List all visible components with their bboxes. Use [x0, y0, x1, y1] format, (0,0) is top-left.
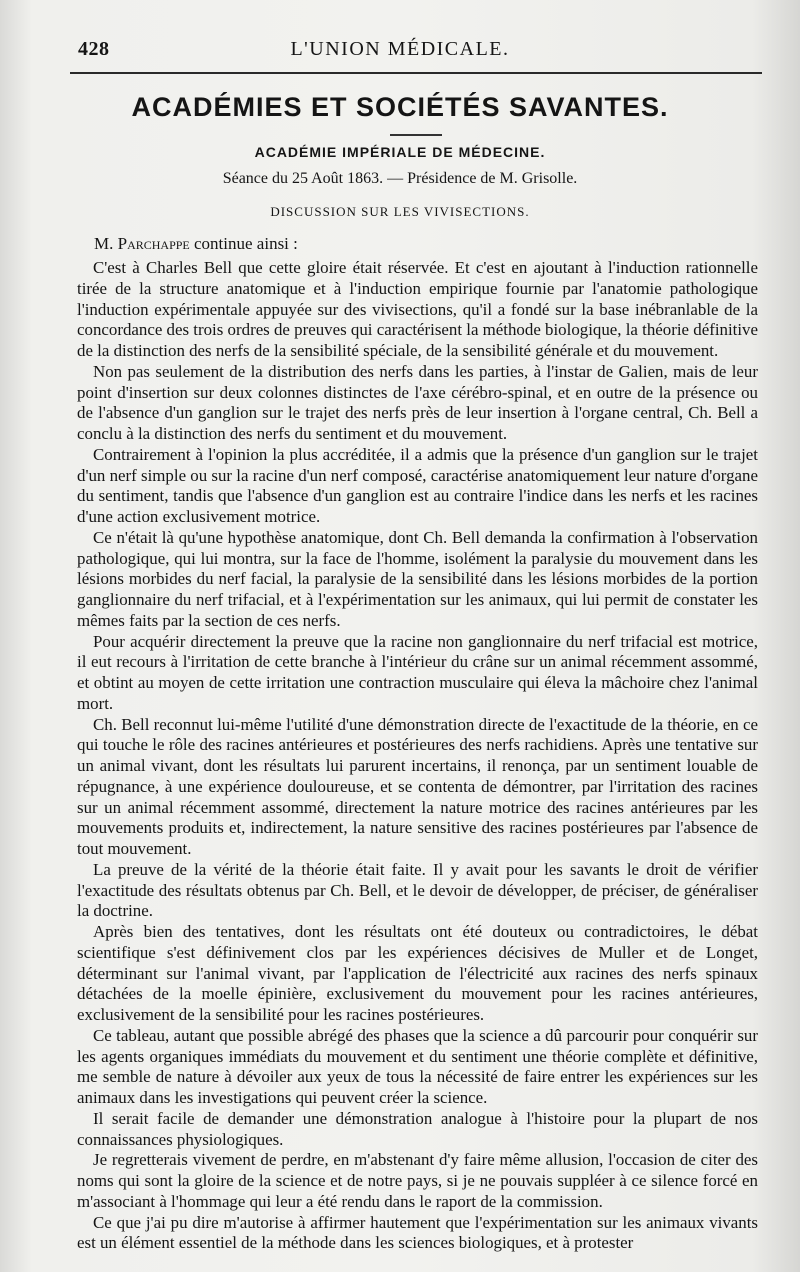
session-line: Séance du 25 Août 1863. — Présidence de M. Grisolle.: [222, 170, 578, 187]
speaker-prefix: M.: [94, 234, 114, 253]
page-number: 428: [78, 38, 110, 60]
journal-title: L'UNION MÉDICALE.: [290, 38, 510, 60]
paragraph: Contrairement à l'opinion la plus accréditée, il a admis que la présence d'un ganglion sur le trajet d'un nerf simple ou sur la racine d'un nerf composé, caractérise anatomiquement leur nature d'organe du sentiment, tandis que l'absence d'un ganglion est au contraire l'indice dans les nerfs et les racines d'une action exclusivement motrice.: [77, 444, 758, 526]
discussion-heading: DISCUSSION SUR LES VIVISECTIONS.: [270, 204, 530, 219]
paragraph: Non pas seulement de la distribution des nerfs dans les parties, à l'instar de Galien, mais de leur point d'insertion sur deux colonnes distinctes de l'axe cérébro-spinal, et en outre de la présence ou de l'absence d'un ganglion sur le trajet des nerfs près de leur insertion à l'organe central, Ch. Bell a conclu à la distinction des nerfs du sentiment et du mouvement.: [77, 361, 758, 443]
paragraph: Ce n'était là qu'une hypothèse anatomique, dont Ch. Bell demanda la confirmation à l'observation pathologique, qui lui montra, sur la face de l'homme, isolément la paralysie du mouvement dans les lésions morbides du nerf facial, la paralysie de la sensibilité dans les lésions morbides de la portion ganglionnaire du nerf trifacial, et à l'expérimentation sur les animaux, qui lui permit de constater les mêmes faits par la section de ces nerfs.: [77, 527, 758, 630]
speaker-name: Parchappe: [117, 234, 190, 253]
title-divider: [390, 134, 442, 136]
header-rule: [70, 72, 762, 74]
paragraph: Je regretterais vivement de perdre, en m'abstenant d'y faire même allusion, l'occasion de citer des noms qui sont la gloire de la science et de notre pays, si je ne pouvais suppléer à ce silence forcé en m'associant à l'hommage qui leur a été rendu dans le raport de la commission.: [77, 1150, 758, 1211]
paragraph: Ce que j'ai pu dire m'autorise à affirmer hautement que l'expérimentation sur les animaux vivants est un élément essentiel de la méthode dans les sciences biologiques, et à protester: [77, 1212, 758, 1253]
paragraph: Après bien des tentatives, dont les résultats ont été douteux ou contradictoires, le débat scientifique s'est définivement clos par les expériences décisives de Muller et de Longet, déterminant sur l'animal vivant, par l'application de l'électricité aux racines des nerfs spinaux détachées de la moelle épinière, exclusivement du mouvement pour les racines antérieures, exclusivement de la sensibilité pour les racines postérieures.: [77, 922, 758, 1024]
paragraph: Il serait facile de demander une démonstration analogue à l'histoire pour la plupart de nos connaissances physiologiques.: [77, 1108, 758, 1149]
paragraph: La preuve de la vérité de la théorie était faite. Il y avait pour les savants le droit de vérifier l'exactitude des résultats obtenus par Ch. Bell, et le devoir de développer, de préciser, de généraliser la doctrine.: [77, 859, 758, 921]
paragraph: Pour acquérir directement la preuve que la racine non ganglionnaire du nerf trifacial est motrice, il eut recours à l'irritation de cette branche à l'intérieur du crâne sur un animal récemment assommé, et obtint au moyen de cette irritation une contraction musculaire qui éleva la mâchoire chez l'animal mort.: [77, 631, 758, 713]
academy-heading: ACADÉMIE IMPÉRIALE DE MÉDECINE.: [254, 144, 546, 160]
speaker-line: [94, 234, 298, 254]
article-body: [77, 258, 758, 1254]
section-title: ACADÉMIES ET SOCIÉTÉS SAVANTES.: [131, 92, 669, 122]
running-header: [78, 38, 722, 64]
speaker-continued: continue ainsi :: [194, 234, 298, 253]
paragraph: C'est à Charles Bell que cette gloire était réservée. Et c'est en ajoutant à l'induction rationnelle tirée de la structure anatomique et à l'induction empirique fournie par l'anatomie pathologique l'induction expérimentale appuyée sur des vivisections, qu'il a fondé sur la base inébranlable de la concordance des trois ordres de preuves qui caractérisent la méthode biologique, la théorie définitive de la distinction des nerfs de la sensibilité spéciale, de la sensibilité générale et du mouvement.: [77, 258, 758, 360]
paragraph: Ce tableau, autant que possible abrégé des phases que la science a dû parcourir pour conquérir sur les agents organiques immédiats du mouvement et du sentiment une théorie complète et définitive, me semble de nature à dévoiler aux yeux de tous la nécessité de faire entrer les expériences sur les animaux dans les investigations qui peuvent créer la science.: [77, 1025, 758, 1107]
paragraph: Ch. Bell reconnut lui-même l'utilité d'une démonstration directe de l'exactitude de la théorie, en ce qui touche le rôle des racines antérieures et postérieures des nerfs rachidiens. Après une tentative sur un animal vivant, dont les résultats lui parurent incertains, il renonça, par un sentiment louable de répugnance, à une expérience douloureuse, et se contenta de démontrer, par l'irritation des racines sur un animal récemment assommé, directement la nature motrice des racines antérieures par les mouvements produits et, indirectement, la nature sensitive des racines postérieures par l'absence de tout mouvement.: [77, 714, 758, 858]
